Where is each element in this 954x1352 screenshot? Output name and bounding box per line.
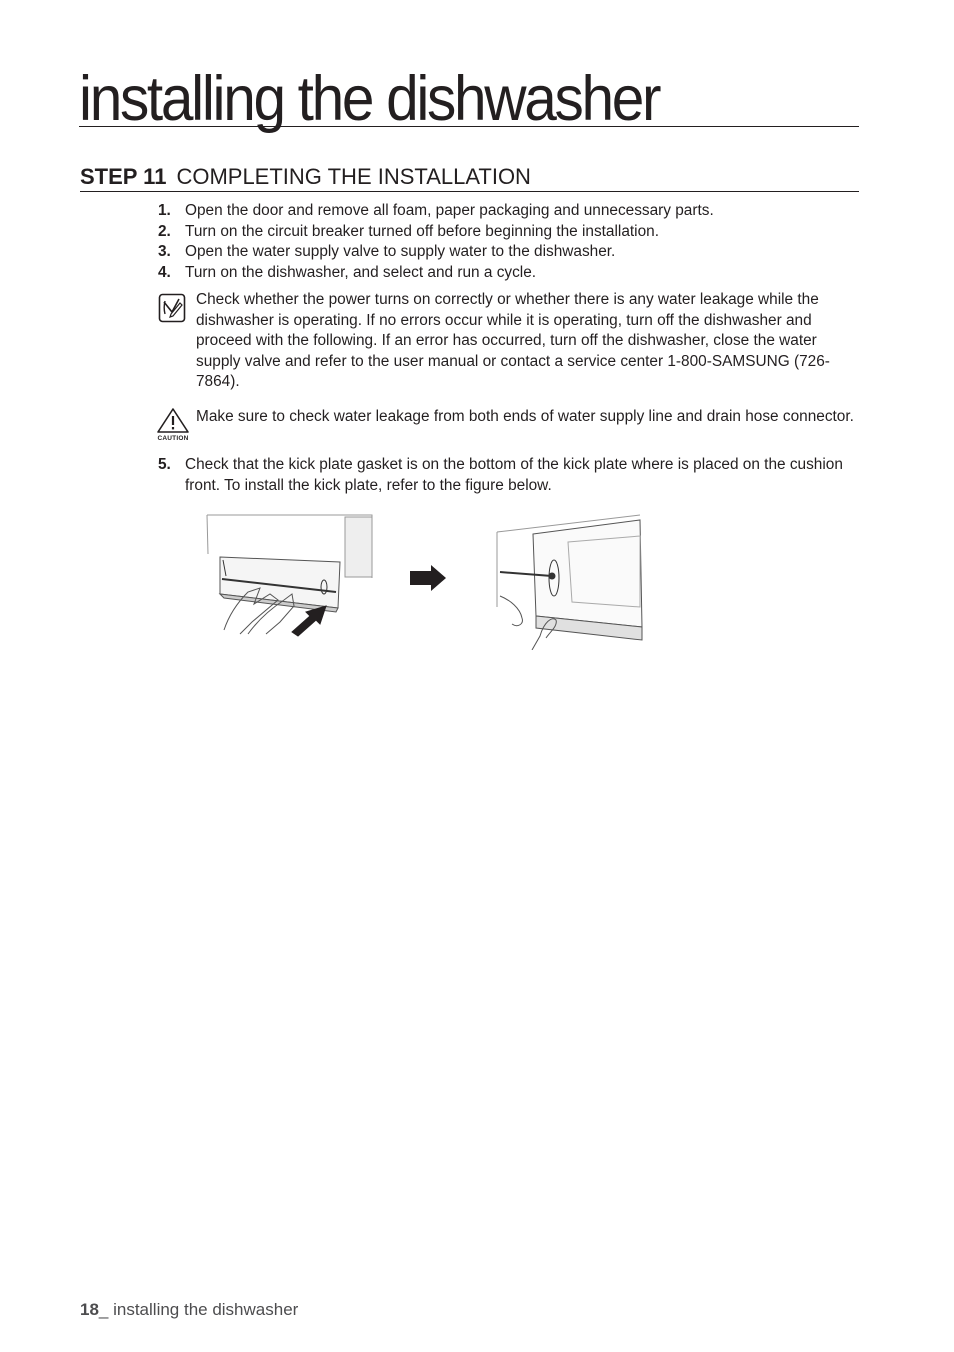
arrow-right-icon [410,565,446,591]
step-item-text: Turn on the circuit breaker turned off before beginning the installation. [185,222,659,240]
step-item-number: 1. [158,202,171,219]
page-number: 18 [80,1300,99,1319]
warning-triangle-icon [155,407,191,435]
caution-text: Make sure to check water leakage from both ends of water supply line and drain hose connector. [196,408,854,425]
kick-plate-insert-illustration [207,515,372,636]
step-heading [80,163,859,192]
kick-plate-secure-illustration [497,515,642,650]
note-icon [158,293,186,323]
list-item [158,201,858,222]
list-item [158,263,858,284]
step-item-number: 5. [158,456,171,473]
step-item-text: Turn on the dishwasher, and select and run a cycle. [185,263,537,281]
step-item-text: Check that the kick plate gasket is on the bottom of the kick plate where is placed on the cushion front. To install the kick plate, refer to the figure below. [185,456,843,494]
note-text: Check whether the power turns on correctly or whether there is any water leakage while the dishwasher is operating. If no errors occur while it is operating, turn off the dishwasher and proceed with the following. If an error has occurred, turn off the dishwasher, close the water supply valve and refer to the user manual or contact a service center 1-800-SAMSUNG (726-7864). [196,291,830,390]
list-item [158,222,858,243]
note-block [158,290,858,393]
step-item-number: 4. [158,263,171,281]
caution-label: CAUTION [157,435,189,442]
page-footer [80,1300,298,1320]
step-title: COMPLETING THE INSTALLATION [176,164,531,189]
steps-list [158,201,858,283]
kick-plate-figures [200,512,650,650]
page-title: installing the dishwasher [79,66,859,127]
footer-text: _ installing the dishwasher [98,1300,299,1319]
list-item [158,455,858,496]
steps-list-continued [158,455,858,496]
step-number: STEP 11 [80,164,167,189]
caution-icon [155,407,191,445]
list-item [158,242,858,263]
step-item-number: 3. [158,243,171,260]
step-item-number: 2. [158,222,171,240]
caution-block [155,407,858,445]
step-item-text: Open the water supply valve to supply water to the dishwasher. [185,243,616,260]
step-item-text: Open the door and remove all foam, paper packaging and unnecessary parts. [185,202,714,219]
